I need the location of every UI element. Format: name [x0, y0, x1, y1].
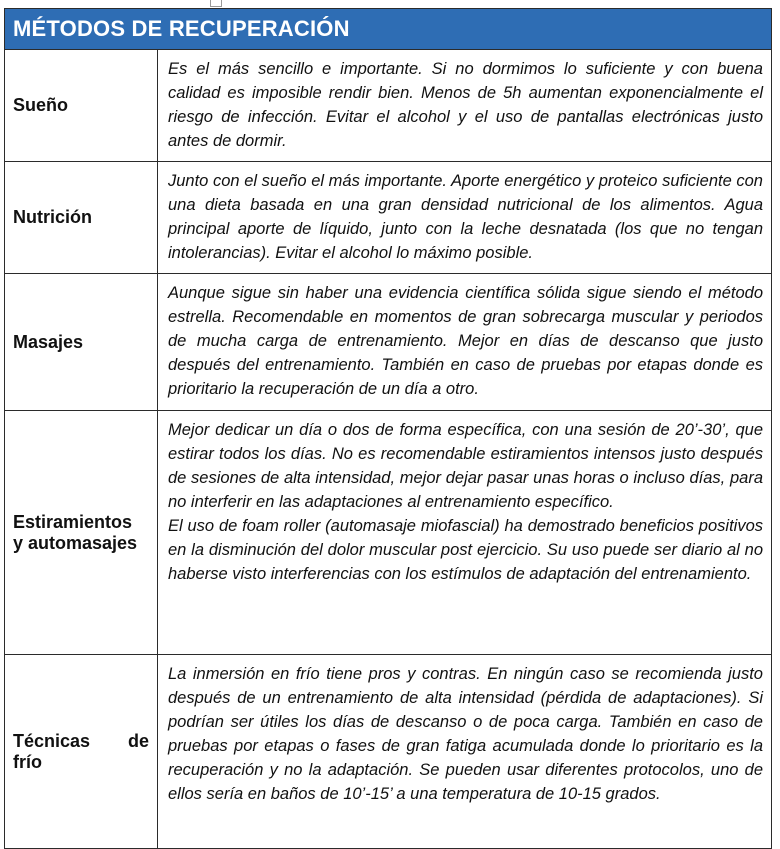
row-text-nutricion [158, 162, 772, 274]
row-paragraph: Es el más sencillo e importante. Si no dormimos lo suficiente y con buena calidad es imposible rendir bien. Menos de 5h aumentan exponencialmente el riesgo de infección. Evitar el alcohol y el uso de pantallas electrónicas justo antes de dormir. [168, 60, 763, 150]
row-text-tecnicas-frio [158, 655, 772, 849]
page-corner-mark [210, 0, 222, 7]
row-text-estiramientos [158, 411, 772, 655]
table-row-tecnicas-frio [5, 655, 772, 849]
row-label-line: y automasajes [13, 532, 138, 553]
row-paragraph: La inmersión en frío tiene pros y contras. En ningún caso se recomienda justo después de un entrenamiento de alta intensidad (pérdida de adaptaciones). Si podrían ser útiles los días de descanso o de poca carga. También en caso de pruebas por etapas o fases de gran fatiga acumulada donde lo prioritario es la recuperación y no la adaptación. Se pueden usar diferentes protocolos, uno de ellos sería en baños de 10’-15’ a una temperatura de 10-15 grados. [168, 665, 763, 803]
row-label-estiramientos [5, 411, 158, 655]
table-row-masajes [5, 274, 772, 411]
row-paragraph: El uso de foam roller (automasaje miofascial) ha demostrado beneficios positivos en la disminución del dolor muscular post ejercicio. Su uso puede ser diario al no haberse visto interferencias con los estímulos de adaptación del entrenamiento. [168, 517, 763, 583]
row-label-tecnicas-frio [5, 655, 158, 849]
row-label-sueno: Sueño [5, 50, 158, 162]
row-text-sueno [158, 50, 772, 162]
table-row-sueno [5, 50, 772, 162]
row-label-line: frío [13, 751, 42, 772]
row-paragraph: Junto con el sueño el más importante. Aporte energético y proteico suficiente con una dieta basada en una gran densidad nutricional de los alimentos. Agua principal aporte de líquido, junto con la leche desnatada (los que no tengan intolerancias). Evitar el alcohol lo máximo posible. [168, 172, 763, 262]
row-label-line: Técnicas de [13, 730, 149, 751]
table-row-nutricion [5, 162, 772, 274]
row-paragraph: Aunque sigue sin haber una evidencia científica sólida sigue siendo el método estrella. Recomendable en momentos de gran sobrecarga muscular y periodos de mucha carga de entrenamiento. Mejor en días de descanso que justo después del entrenamiento. También en caso de pruebas por etapas donde es prioritario la recuperación de un día a otro. [168, 284, 763, 398]
row-label-line: Estiramientos [13, 511, 133, 532]
row-label-nutricion: Nutrición [5, 162, 158, 274]
table-row-estiramientos [5, 411, 772, 655]
row-paragraph: Mejor dedicar un día o dos de forma específica, con una sesión de 20’-30’, que estirar todos los días. No es recomendable estiramientos intensos justo después de sesiones de alta intensidad, mejor dejar pasar unas horas o incluso días, para no interferir en las adaptaciones al entrenamiento específico. [168, 421, 763, 511]
row-text-masajes [158, 274, 772, 411]
table-title: MÉTODOS DE RECUPERACIÓN [5, 9, 772, 50]
row-label-masajes: Masajes [5, 274, 158, 411]
table-header-row [5, 9, 772, 50]
recovery-methods-table [4, 8, 772, 849]
